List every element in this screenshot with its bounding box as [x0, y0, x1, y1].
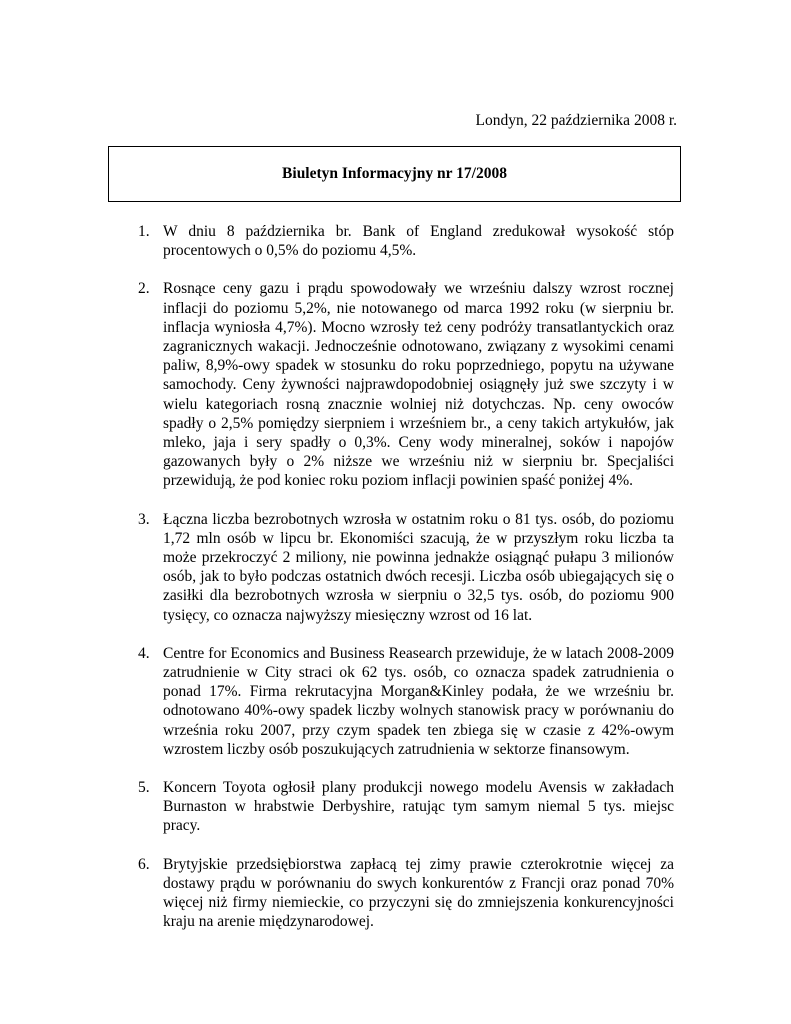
list-item [138, 279, 674, 490]
bulletin-list [138, 222, 674, 951]
list-item-text: Centre for Economics and Business Reasearch przewiduje, że w latach 2008-2009 zatrudnienie w City straci ok 62 tys. osób, co oznacza spadek zatrudnienia o ponad 17%. Firma rekrutacyjna Morgan&Kinley podała, że we wrześniu br. odnotowano 40%-owy spadek liczby wolnych stanowisk pracy w porównaniu do września roku 2007, przy czym spadek ten zbiega się w czasie z 42%-owym wzrostem liczby osób poszukujących zatrudnienia w sektorze finansowym. [163, 644, 674, 758]
list-item-text: Koncern Toyota ogłosił plany produkcji nowego modelu Avensis w zakładach Burnaston w hrabstwie Derbyshire, ratując tym samym niemal 5 tys. miejsc pracy. [163, 779, 674, 835]
list-item-number: 5. [138, 779, 150, 797]
title-box [108, 146, 681, 202]
list-item-text: W dniu 8 października br. Bank of England zredukował wysokość stóp procentowych o 0,5% do poziomu 4,5%. [163, 223, 674, 260]
list-item-number: 4. [138, 644, 150, 662]
list-item-text: Brytyjskie przedsiębiorstwa zapłacą tej zimy prawie czterokrotnie więcej za dostawy prądu w porównaniu do swych konkurentów z Francji oraz ponad 70% więcej niż firmy niemieckie, co przyczyni się do zmniejszenia konkurencyjności kraju na arenie międzynarodowej. [163, 855, 674, 931]
list-item-text: Łączna liczba bezrobotnych wzrosła w ostatnim roku o 81 tys. osób, do poziomu 1,72 mln osób w lipcu br. Ekonomiści szacują, że w przyszłym roku liczba ta może przekroczyć 2 miliony, nie powinna jednakże osiągnąć pułapu 3 milionów osób, jak to było podczas ostatnich dwóch recesji. Liczba osób ubiegających się o zasiłki dla bezrobotnych wzrosła w sierpniu o 32,5 tys. osób, do poziomu 900 tysięcy, co oznacza najwyższy miesięczny wzrost od 16 lat. [163, 510, 674, 624]
list-item [138, 222, 674, 260]
list-item-number: 3. [138, 510, 150, 528]
document-date: Londyn, 22 października 2008 r. [475, 112, 677, 129]
list-item-number: 6. [138, 855, 150, 873]
list-item [138, 778, 674, 836]
list-item [138, 510, 674, 625]
list-item-text: Rosnące ceny gazu i prądu spowodowały we wrześniu dalszy wzrost rocznej inflacji do poziomu 5,2%, nie notowanego od marca 1992 roku (w sierpniu br. inflacja wyniosła 4,7%). Mocno wzrosły też ceny podróży transatlantyckich oraz zagranicznych wakacji. Jednocześnie odnotowano, związany z wysokimi cenami paliw, 8,9%-owy spadek w stosunku do roku poprzedniego, popytu na używane samochody. Ceny żywności najprawdopodobniej osiągnęły już swe szczyty i w wielu kategoriach rosną znacznie wolniej niż dotychczas. Np. ceny owoców spadły o 2,5% pomiędzy sierpniem i wrześniem br., a ceny takich artykułów, jak mleko, jaja i sery spadły o 0,3%. Ceny wody mineralnej, soków i napojów gazowanych były o 2% niższe we wrześniu niż w sierpniu br. Specjaliści przewidują, że pod koniec roku poziom inflacji powinien spaść poniżej 4%. [163, 280, 674, 490]
list-item [138, 855, 674, 932]
list-item [138, 644, 674, 759]
list-item-number: 2. [138, 280, 150, 298]
document-title: Biuletyn Informacyjny nr 17/2008 [282, 165, 507, 182]
list-item-number: 1. [138, 223, 150, 240]
